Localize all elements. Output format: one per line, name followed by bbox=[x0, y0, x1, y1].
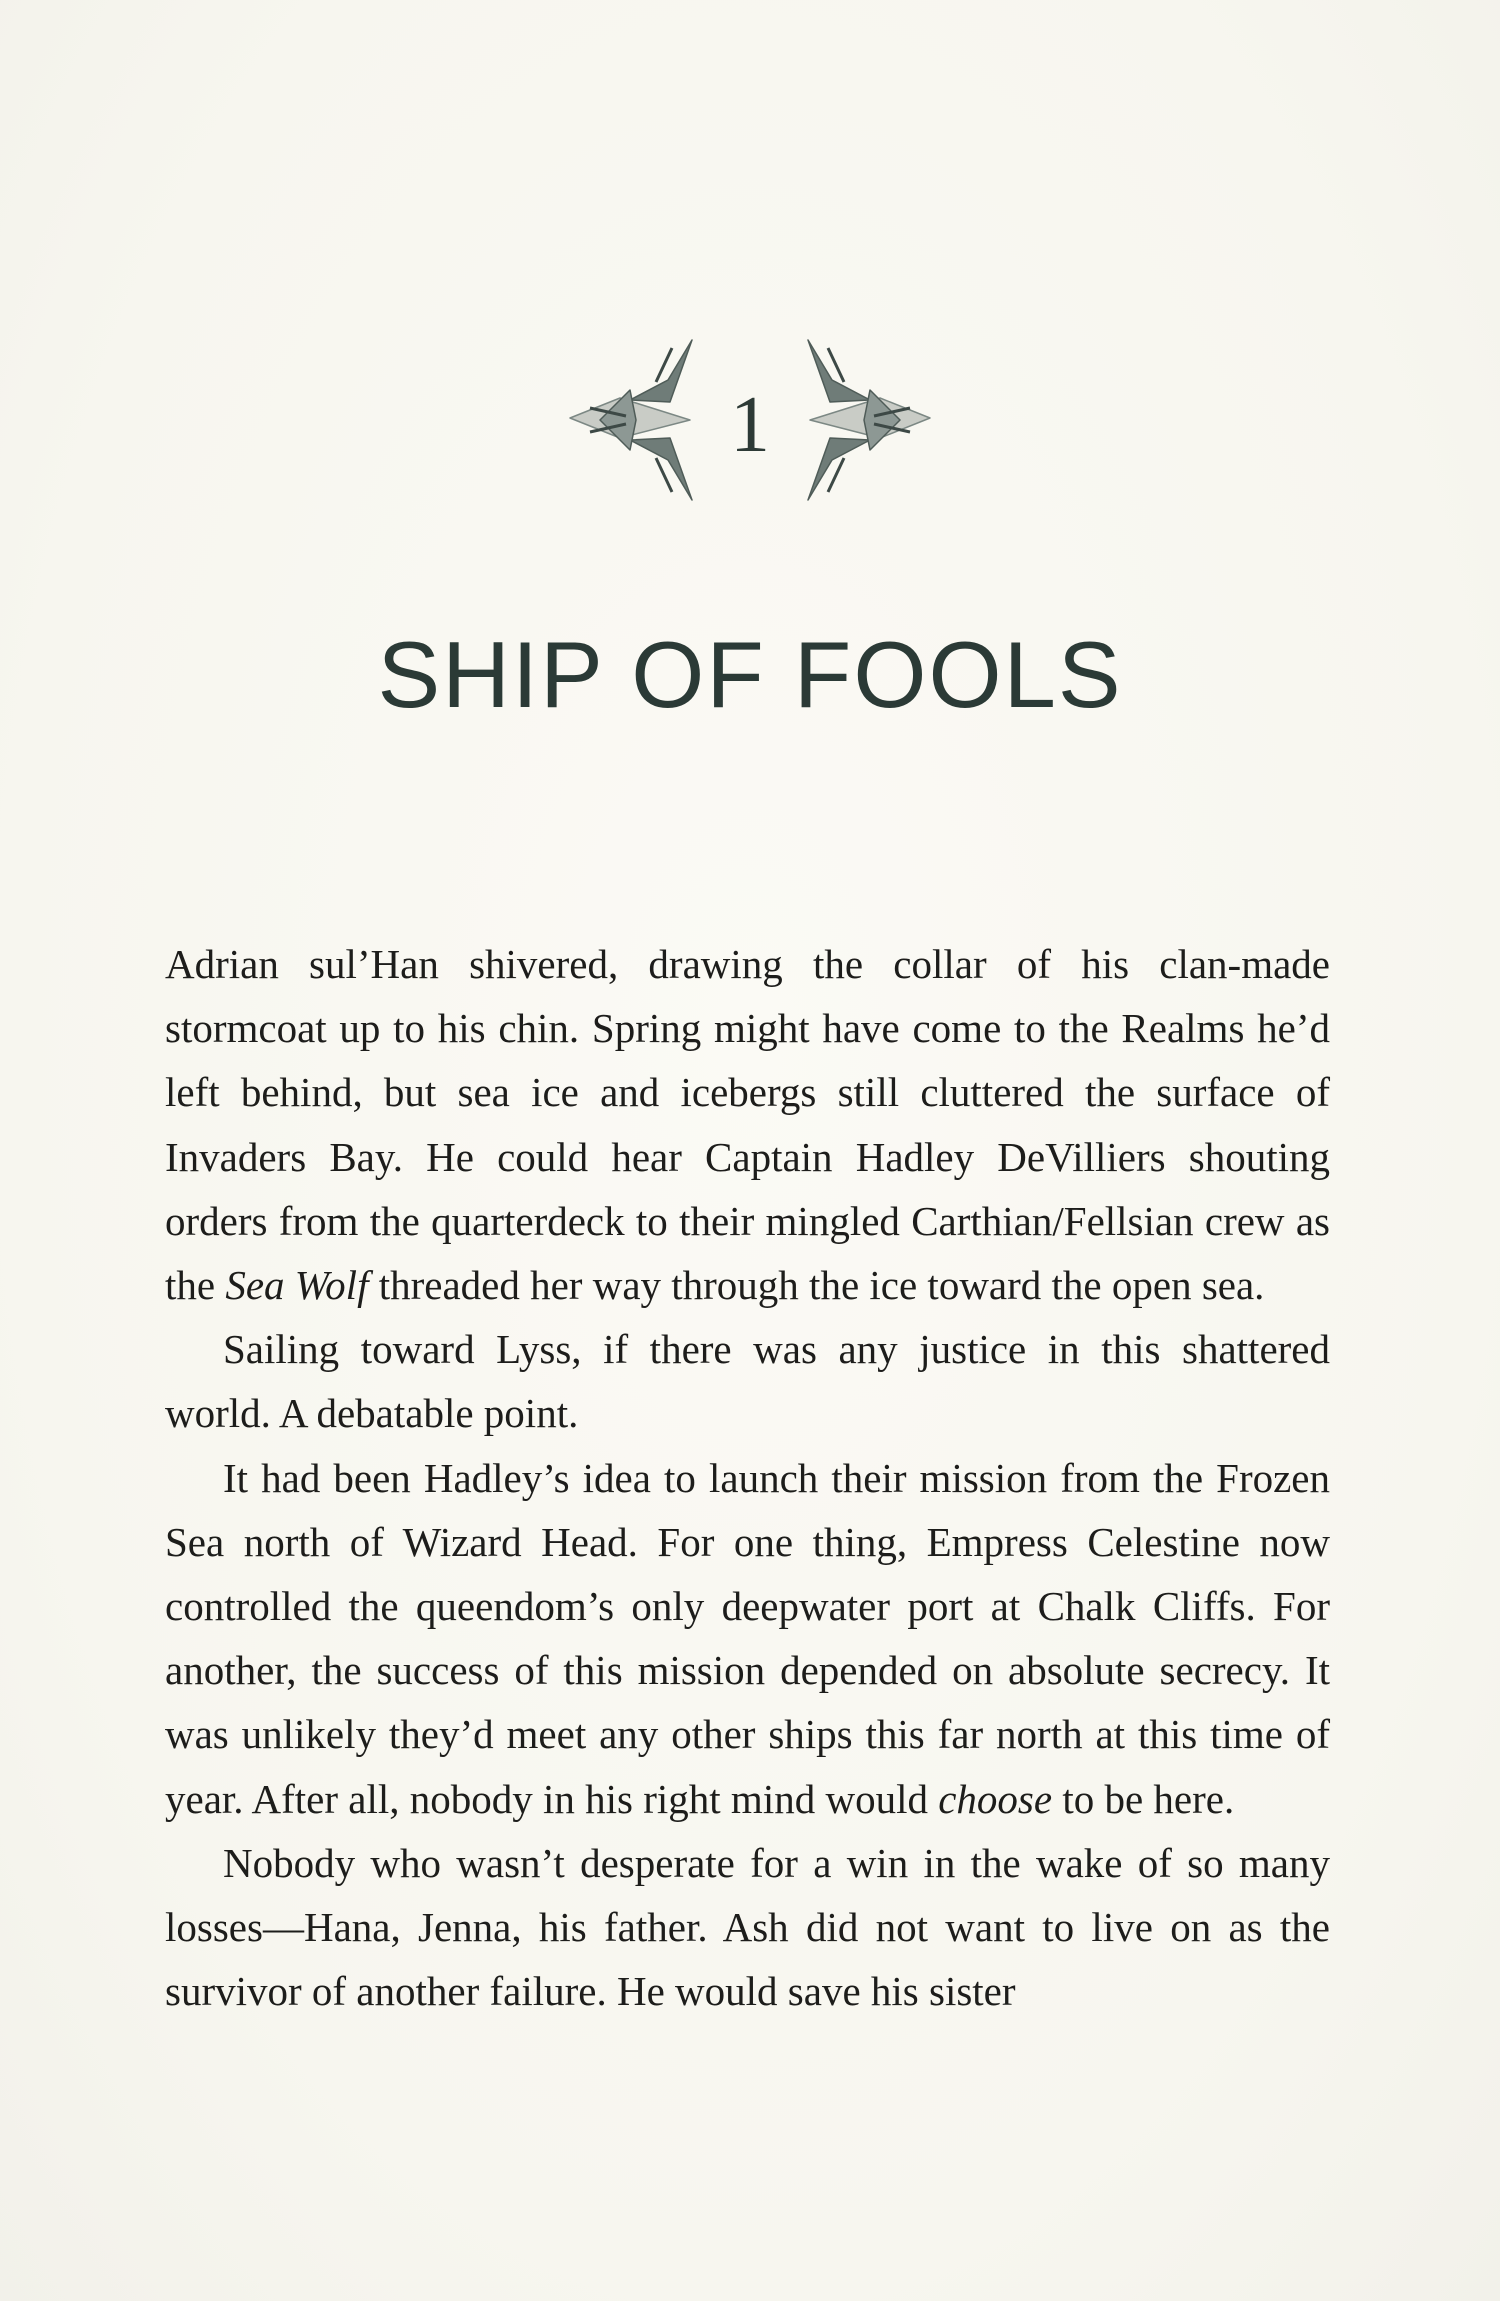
paragraph-text: It had been Hadley’s idea to launch their mission from the Frozen Sea north of Wizard Head. For one thing, Empress Celestine now controlled the queendom’s only deepwater port at Chalk Cliffs. For another, the success of this mission depended on absolute secrecy. It was unlikely they’d meet any other ships this far north at this time of year. After all, nobody in his right mind would bbox=[165, 1454, 1330, 1822]
chapter-number: 1 bbox=[730, 381, 770, 469]
paragraph: Sailing toward Lyss, if there was any justice in this shattered world. A debatable point. bbox=[165, 1326, 1330, 1437]
chapter-body bbox=[165, 932, 1330, 2023]
chapter-title: SHIP OF FOOLS bbox=[377, 622, 1123, 727]
ship-name: Sea Wolf bbox=[225, 1262, 369, 1309]
paragraph bbox=[165, 1446, 1330, 1831]
paragraph-text: Adrian sul’Han shivered, drawing the collar of his clan-made stormcoat up to his chin. Spring might have come to the Realms he’d left behind, but sea ice and icebergs still cluttered the surface of Invaders Bay. He could hear Captain Hadley DeVilliers shouting orders from the quarterdeck to their mingled Carthian/Fellsian crew as the bbox=[165, 941, 1330, 1309]
paragraph bbox=[165, 932, 1330, 1317]
emphasis: choose bbox=[938, 1775, 1053, 1822]
paragraph-text: to be here. bbox=[1052, 1775, 1235, 1822]
paragraph: Nobody who wasn’t desperate for a win in the wake of so many losses—Hana, Jenna, his father. Ash did not want to live on as the survivor of another failure. He would save his sister bbox=[165, 1839, 1330, 2015]
paragraph-text: threaded her way through the ice toward the open sea. bbox=[368, 1262, 1265, 1309]
